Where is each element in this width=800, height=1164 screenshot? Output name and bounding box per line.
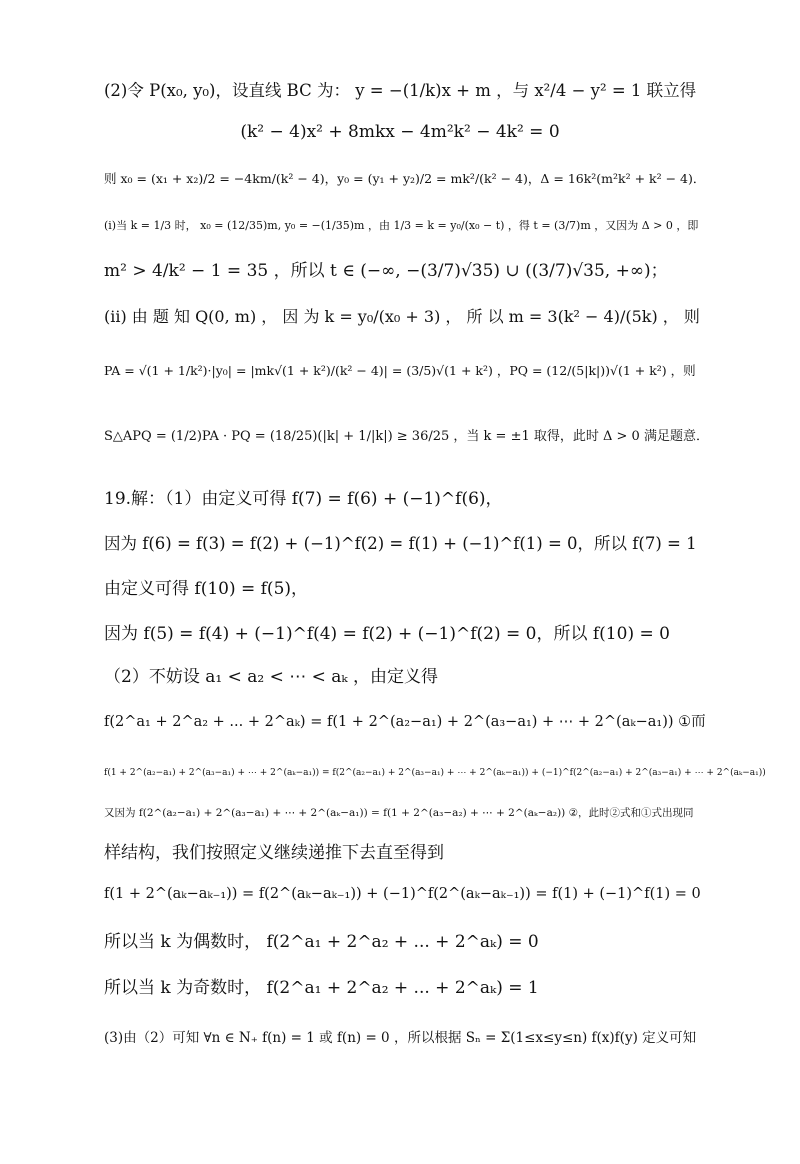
text-line-13: （2）不妨设 a₁ < a₂ < ⋯ < aₖ ，由定义得 bbox=[104, 667, 439, 687]
text-line-5: m² > 4/k² − 1 = 35 ，所以 t ∈ (−∞, −(3/7)√35) ∪ ((3/7)√35, +∞)； bbox=[104, 261, 668, 281]
text-line-10: 因为 f(6) = f(3) = f(2) + (−1)^f(2) = f(1) + (−1)^f(1) = 0，所以 f(7) = 1 bbox=[104, 534, 697, 553]
text-line-16: 又因为 f(2^(a₂−a₁) + 2^(a₃−a₁) + ⋯ + 2^(aₖ−a₁)) = f(1 + 2^(a₃−a₂) + ⋯ + 2^(aₖ−a₂)) ②，此时②式和①式出现同 bbox=[104, 807, 694, 819]
text-line-11: 由定义可得 f(10) = f(5)， bbox=[104, 579, 309, 599]
text-line-20: 所以当 k 为奇数时， f(2^a₁ + 2^a₂ + ... + 2^aₖ) = 1 bbox=[104, 978, 539, 998]
text-line-1: (2)令 P(x₀, y₀)，设直线 BC 为： y = −(1/k)x + m ，与 x²/4 − y² = 1 联立得 bbox=[104, 81, 697, 100]
text-line-3: 则 x₀ = (x₁ + x₂)/2 = −4km/(k² − 4)，y₀ = (y₁ + y₂)/2 = mk²/(k² − 4)，Δ = 16k²(m²k² + k² − 4)． bbox=[104, 171, 706, 186]
equation-line-2: (k² − 4)x² + 8mkx − 4m²k² − 4k² = 0 bbox=[240, 122, 560, 142]
text-line-15: f(1 + 2^(a₂−a₁) + 2^(a₃−a₁) + ⋯ + 2^(aₖ−a₁)) = f(2^(a₂−a₁) + 2^(a₃−a₁) + ⋯ + 2^(aₖ−a₁)) + (−1)^f(2^(a₂−a₁) + 2^(a₃−a₁) + ⋯ + 2^(aₖ−a₁)) bbox=[104, 768, 766, 778]
text-line-21: (3)由（2）可知 ∀n ∈ N₊ f(n) = 1 或 f(n) = 0 ，所以根据 Sₙ = Σ(1≤x≤y≤n) f(x)f(y) 定义可知 bbox=[104, 1030, 697, 1046]
text-line-4: (i)当 k = 1/3 时， x₀ = (12/35)m, y₀ = −(1/35)m ，由 1/3 = k = y₀/(x₀ − t) ，得 t = (3/7)m ，又因为 Δ > 0 ，即 bbox=[104, 219, 699, 232]
text-line-9: 19.解：（1）由定义可得 f(7) = f(6) + (−1)^f(6)， bbox=[104, 489, 503, 509]
text-line-6: (ii) 由 题 知 Q(0, m) ， 因 为 k = y₀/(x₀ + 3) ， 所 以 m = 3(k² − 4)/(5k) ， 则 bbox=[104, 307, 700, 326]
text-line-8: S△APQ = (1/2)PA · PQ = (18/25)(|k| + 1/|k|) ≥ 36/25 ，当 k = ±1 取得，此时 Δ > 0 满足题意． bbox=[104, 429, 709, 444]
text-line-19: 所以当 k 为偶数时， f(2^a₁ + 2^a₂ + ... + 2^aₖ) = 0 bbox=[104, 932, 539, 952]
text-line-12: 因为 f(5) = f(4) + (−1)^f(4) = f(2) + (−1)^f(2) = 0，所以 f(10) = 0 bbox=[104, 624, 670, 644]
text-line-7: PA = √(1 + 1/k²)·|y₀| = |mk√(1 + k²)/(k² − 4)| = (3/5)√(1 + k²) ，PQ = (12/(5|k|))√(1 + k²) ，则 bbox=[104, 363, 696, 378]
text-line-14: f(2^a₁ + 2^a₂ + ... + 2^aₖ) = f(1 + 2^(a₂−a₁) + 2^(a₃−a₁) + ⋯ + 2^(aₖ−a₁)) ①而 bbox=[104, 714, 706, 730]
text-line-18: f(1 + 2^(aₖ−aₖ₋₁)) = f(2^(aₖ−aₖ₋₁)) + (−1)^f(2^(aₖ−aₖ₋₁)) = f(1) + (−1)^f(1) = 0 bbox=[104, 886, 701, 902]
text-line-17: 样结构，我们按照定义继续递推下去直至得到 bbox=[104, 843, 444, 863]
